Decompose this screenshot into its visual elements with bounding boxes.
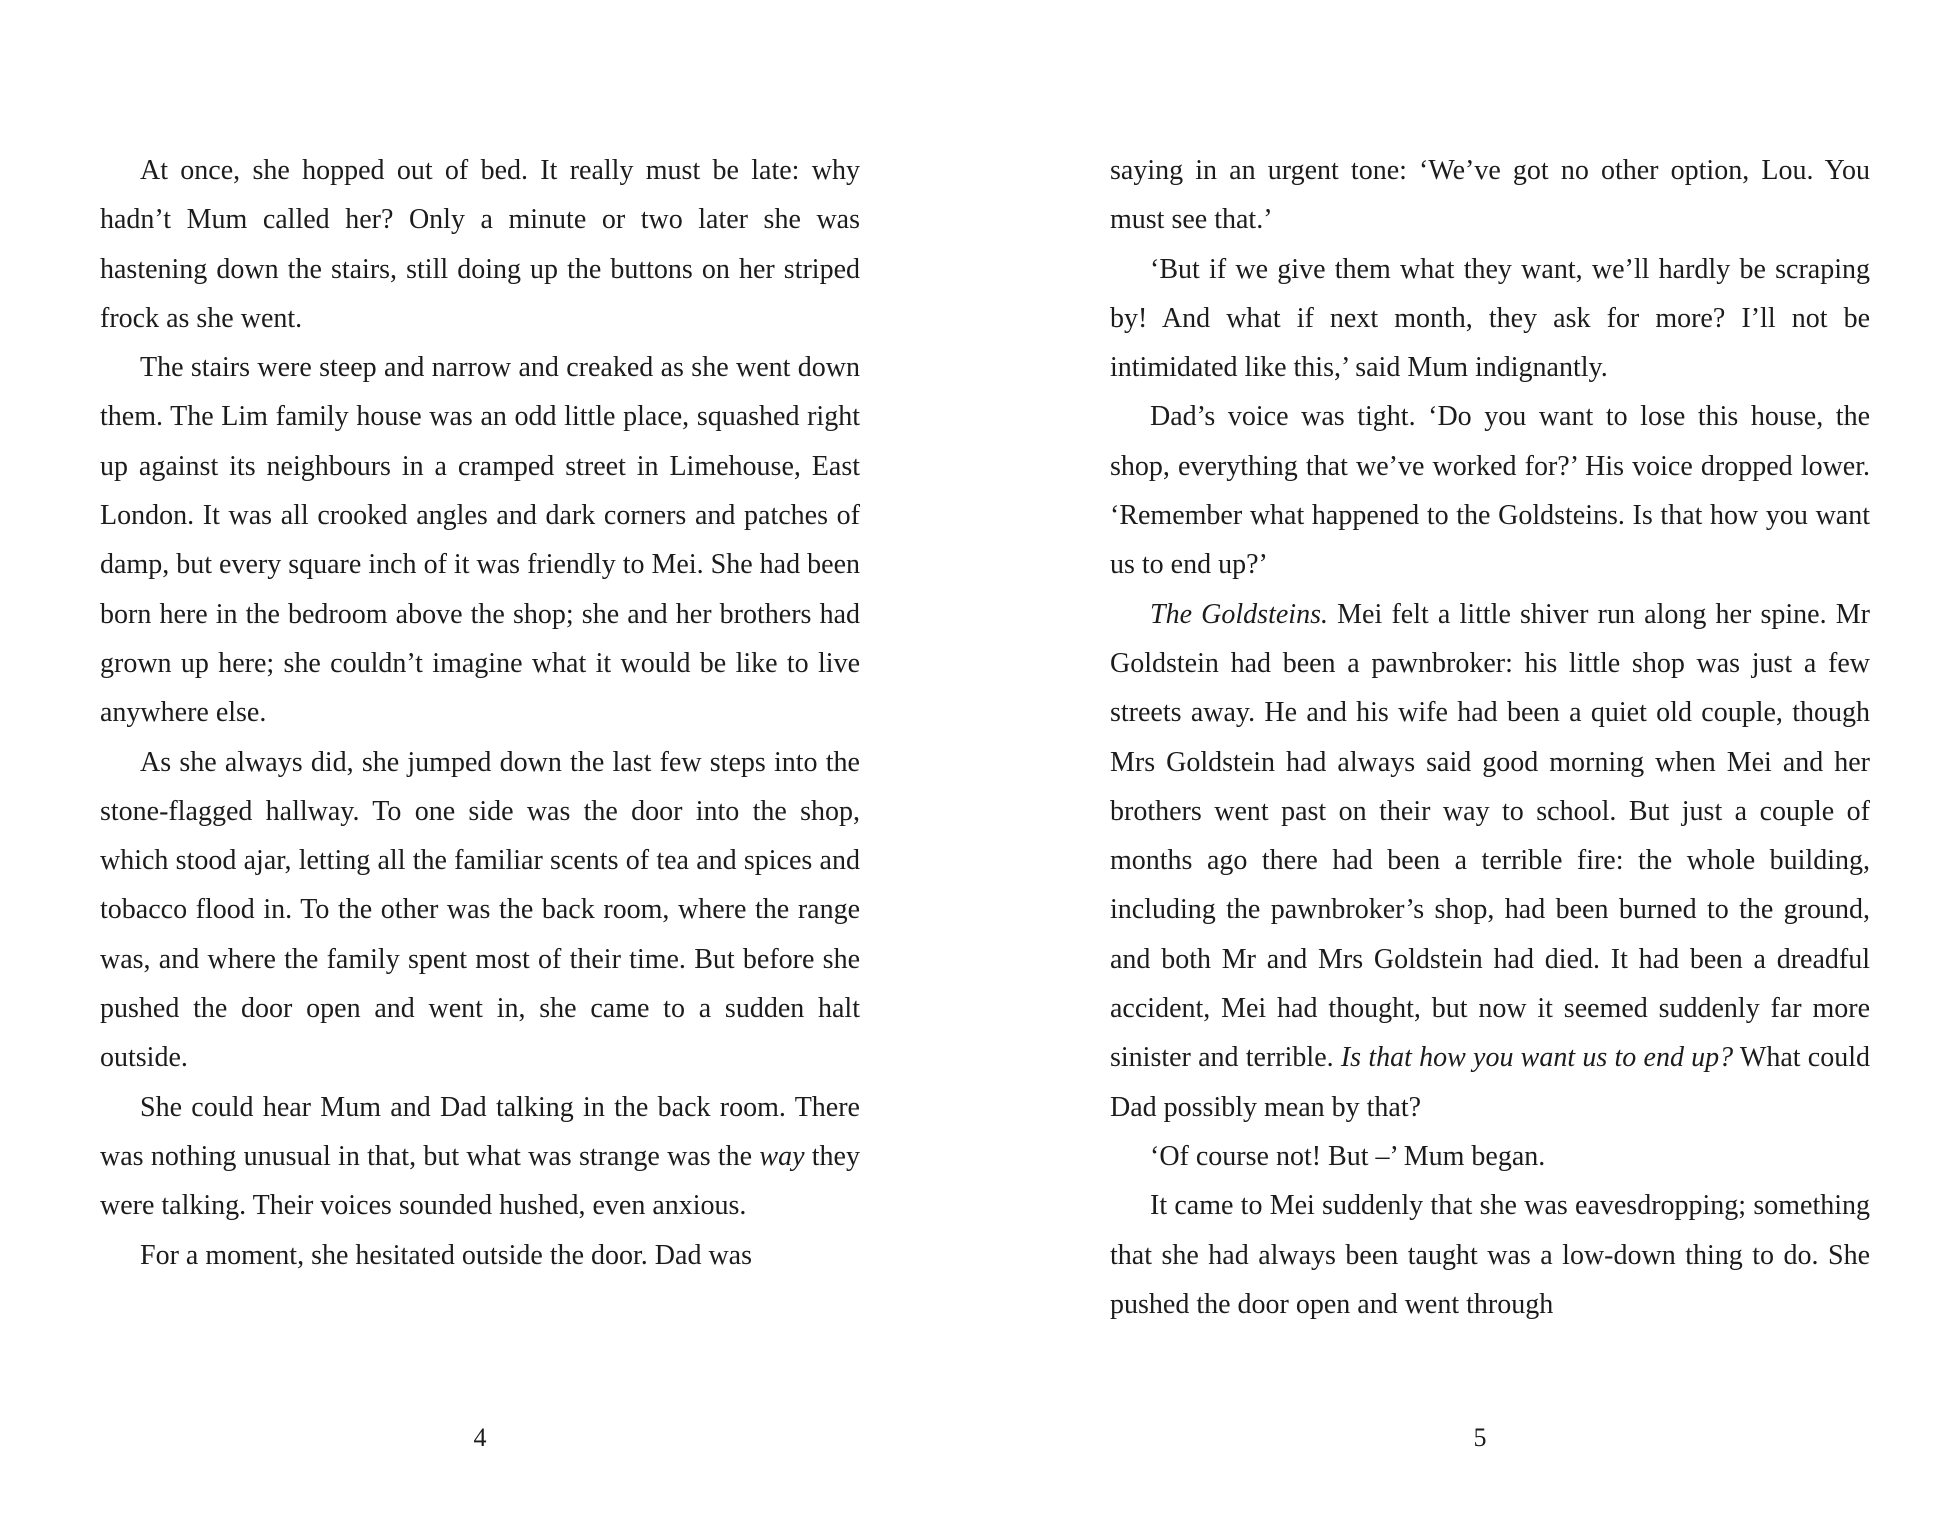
text-run: What could Dad possibly mean by that? bbox=[1110, 1042, 1870, 1123]
italic-text: The Goldsteins. bbox=[1150, 598, 1328, 630]
paragraph bbox=[1110, 590, 1870, 1132]
right-page bbox=[1110, 146, 1870, 1329]
paragraph: At once, she hopped out of bed. It really must be late: why hadn’t Mum called her? Only a minute or two later she was hastening down the stairs, still doing up the buttons on her striped frock as she went. bbox=[100, 155, 860, 334]
paragraph: As she always did, she jumped down the last few steps into the stone-flagged hallway. To one side was the door into the shop, which stood ajar, letting all the familiar scents of tea and spices and tobacco flood in. To the other was the back room, where the range was, and where the family spent most of their time. But before she pushed the door open and went in, she came to a sudden halt outside. bbox=[100, 746, 860, 1074]
text-run: Mei felt a little shiver run along her spine. Mr Goldstein had been a pawnbroker: his little shop was just a few streets away. He and his wife had been a quiet old couple, though Mrs Goldstein had always said good morning when Mei and her brothers went past on their way to school. But just a couple of months ago there had been a terrible fire: the whole building, including the pawnbroker’s shop, had been burned to the ground, and both Mr and Mrs Goldstein had died. It had been a dreadful accident, Mei had thought, but now it seemed suddenly far more sinister and terrible. bbox=[1110, 598, 1871, 1074]
text-run: She could hear Mum and Dad talking in the back room. There was nothing unusual in that, but what was strange was the bbox=[100, 1091, 860, 1172]
page-number: 4 bbox=[473, 1423, 487, 1452]
paragraph bbox=[100, 1083, 860, 1231]
left-page bbox=[100, 146, 860, 1280]
paragraph: ‘But if we give them what they want, we’ll hardly be scraping by! And what if next month, they ask for more? I’ll not be intimidated like this,’ said Mum indignantly. bbox=[1110, 253, 1870, 384]
paragraph: ‘Of course not! But –’ Mum began. bbox=[1150, 1140, 1546, 1172]
paragraph: For a moment, she hesitated outside the door. Dad was bbox=[140, 1239, 752, 1271]
paragraph: It came to Mei suddenly that she was eavesdropping; something that she had always been taught was a low-down thing to do. She pushed the door open and went through bbox=[1110, 1190, 1870, 1320]
italic-text: Is that how you want us to end up? bbox=[1340, 1042, 1734, 1074]
paragraph: The stairs were steep and narrow and creaked as she went down them. The Lim family house was an odd little place, squashed right up against its neighbours in a cramped street in Limehouse, East London. It was all crooked angles and dark corners and patches of damp, but every square inch of it was friendly to Mei. She had been born here in the bedroom above the shop; she and her brothers had grown up here; she couldn’t imagine what it would be like to live anywhere else. bbox=[100, 352, 860, 729]
text-run: they were talking. Their voices sounded hushed, even anxious. bbox=[100, 1140, 860, 1222]
italic-text: way bbox=[759, 1140, 805, 1172]
page-number: 5 bbox=[1473, 1423, 1487, 1452]
paragraph-continued: saying in an urgent tone: ‘We’ve got no other option, Lou. You must see that.’ bbox=[1110, 155, 1870, 236]
paragraph: Dad’s voice was tight. ‘Do you want to lose this house, the shop, everything that we’ve worked for?’ His voice dropped lower. ‘Remember what happened to the Goldsteins. Is that how you want us to end up?’ bbox=[1110, 401, 1870, 581]
